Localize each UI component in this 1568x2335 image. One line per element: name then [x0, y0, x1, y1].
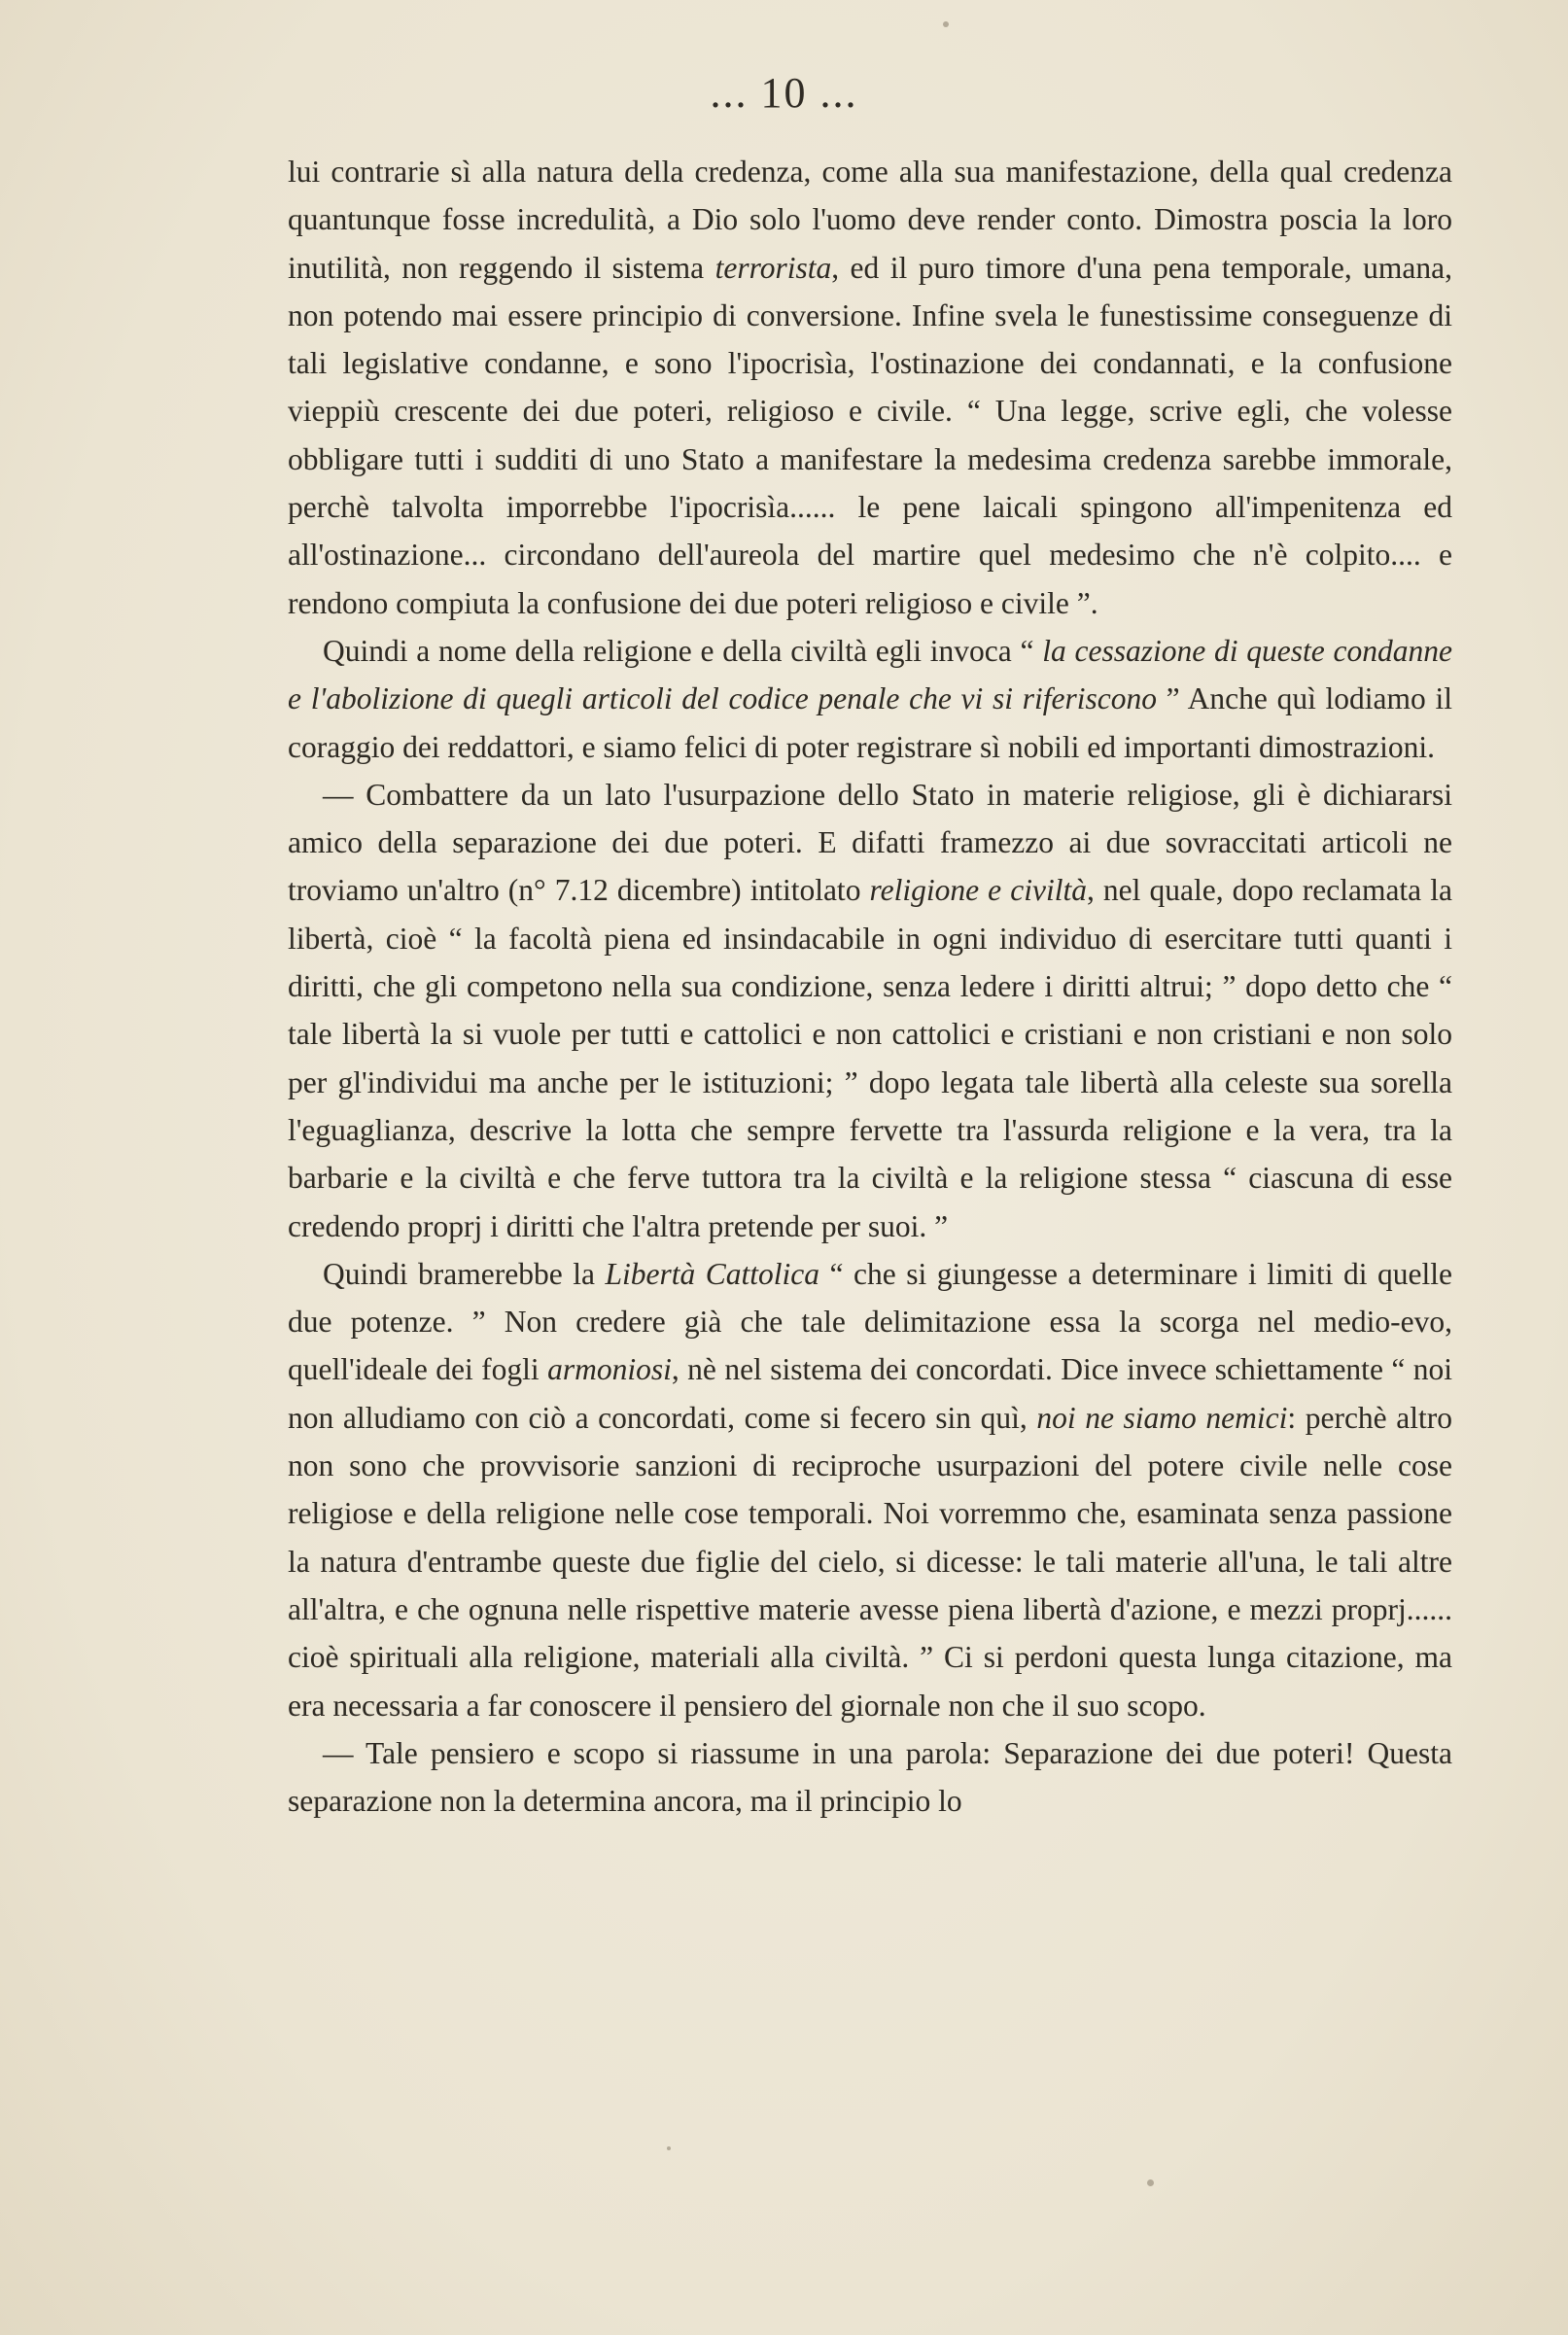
text-run: — Combattere da un lato l'usurpazione dello Stato in materie religiose, gli è dichiararsi amico della separazione dei due poteri. E difatti framezzo ai due sovraccitati articoli ne troviamo un'altro (n° 7.12 dicembre) intitolato: [288, 777, 1452, 908]
paper-speck: [1147, 2179, 1154, 2186]
text-run: lui contrarie sì alla natura della credenza, come alla sua manifestazione, della qual credenza quantunque fosse incredulità, a Dio solo l'uomo deve render conto. Dimostra poscia la loro inutilità, non reggendo il sistema: [288, 155, 1452, 285]
body-text: [288, 148, 1452, 1825]
italic-run: religione e civiltà: [869, 873, 1087, 908]
paragraph: [288, 148, 1452, 627]
text-run: Quindi a nome della religione e della civiltà egli invoca “: [323, 633, 1043, 668]
paragraph: [288, 627, 1452, 771]
text-run: , ed il puro timore d'una pena temporale, umana, non potendo mai essere principio di conversione. Infine svela le funestissime conseguenze di tali legislative condanne, e sono l'ipocrisìa, l'ostinazione dei condannati, e la confusione vieppiù crescente dei due poteri, religioso e civile. “ Una legge, scrive egli, che volesse obbligare tutti i sudditi di uno Stato a manifestare la medesima credenza sarebbe immorale, perchè talvolta imporrebbe l'ipocrisìa...... le pene laicali spingono all'impenitenza ed all'ostinazione... circondano dell'aureola del martire quel medesimo che n'è colpito.... e rendono compiuta la confusione dei due poteri religioso e civile ”.: [288, 250, 1452, 620]
text-run: , nel quale, dopo reclamata la libertà, cioè “ la facoltà piena ed insindacabile in ogni individuo di esercitare tutti quanti i diritti, che gli competono nella sua condizione, senza ledere i diritti altrui; ” dopo detto che “ tale libertà la si vuole per tutti e cattolici e non cattolici e cristiani e non cristiani e non solo per gl'individui ma anche per le istituzioni; ” dopo legata tale libertà alla celeste sua sorella l'eguaglianza, descrive la lotta che sempre fervette tra l'assurda religione e la vera, tra la barbarie e la civiltà e che ferve tuttora tra la civiltà e la religione stessa “ ciascuna di esse credendo proprj i diritti che l'altra pretende per suoi. ”: [288, 873, 1452, 1243]
italic-run: la cessazione di queste condanne e l'abolizione di quegli articoli del codice penale che vi si riferiscono: [288, 633, 1452, 716]
italic-run: armoniosi: [547, 1352, 672, 1387]
text-run: — Tale pensiero e scopo si riassume in una parola: Separazione dei due poteri! Questa separazione non la determina ancora, ma il principio lo: [288, 1735, 1452, 1819]
paper-speck: [943, 21, 949, 27]
paper-speck: [667, 2146, 671, 2150]
text-run: , nè nel sistema dei concordati. Dice invece schiettamente “ noi non alludiamo con ciò a concordati, come si fecero sin quì,: [288, 1352, 1452, 1435]
text-run: ” Anche quì lodiamo il coraggio dei reddattori, e siamo felici di poter registrare sì nobili ed importanti dimostrazioni.: [288, 681, 1452, 764]
text-run: “ che si giungesse a determinare i limiti di quelle due potenze. ” Non credere già che tale delimitazione essa la scorga nel medio-evo, quell'ideale dei fogli: [288, 1256, 1452, 1387]
paragraph: [288, 1250, 1452, 1729]
italic-run: Libertà Cattolica: [605, 1256, 819, 1291]
text-run: Quindi bramerebbe la: [323, 1256, 606, 1291]
italic-run: terrorista: [714, 250, 832, 285]
paragraph: [288, 1729, 1452, 1826]
page-number: ... 10 ...: [710, 69, 858, 117]
italic-run: noi ne siamo nemici: [1036, 1400, 1288, 1435]
paragraph: [288, 771, 1452, 1250]
text-run: : perchè altro non sono che provvisorie sanzioni di reciproche usurpazioni del potere civile nelle cose religiose e della religione nelle cose temporali. Noi vorremmo che, esaminata senza passione la natura d'entrambe queste due figlie del cielo, si dicesse: le tali materie all'una, le tali altre all'altra, e che ognuna nelle rispettive materie avesse piena libertà d'azione, e mezzi proprj...... cioè spirituali alla religione, materiali alla civiltà. ” Ci si perdoni questa lunga citazione, ma era necessaria a far conoscere il pensiero del giornale non che il suo scopo.: [288, 1400, 1452, 1723]
